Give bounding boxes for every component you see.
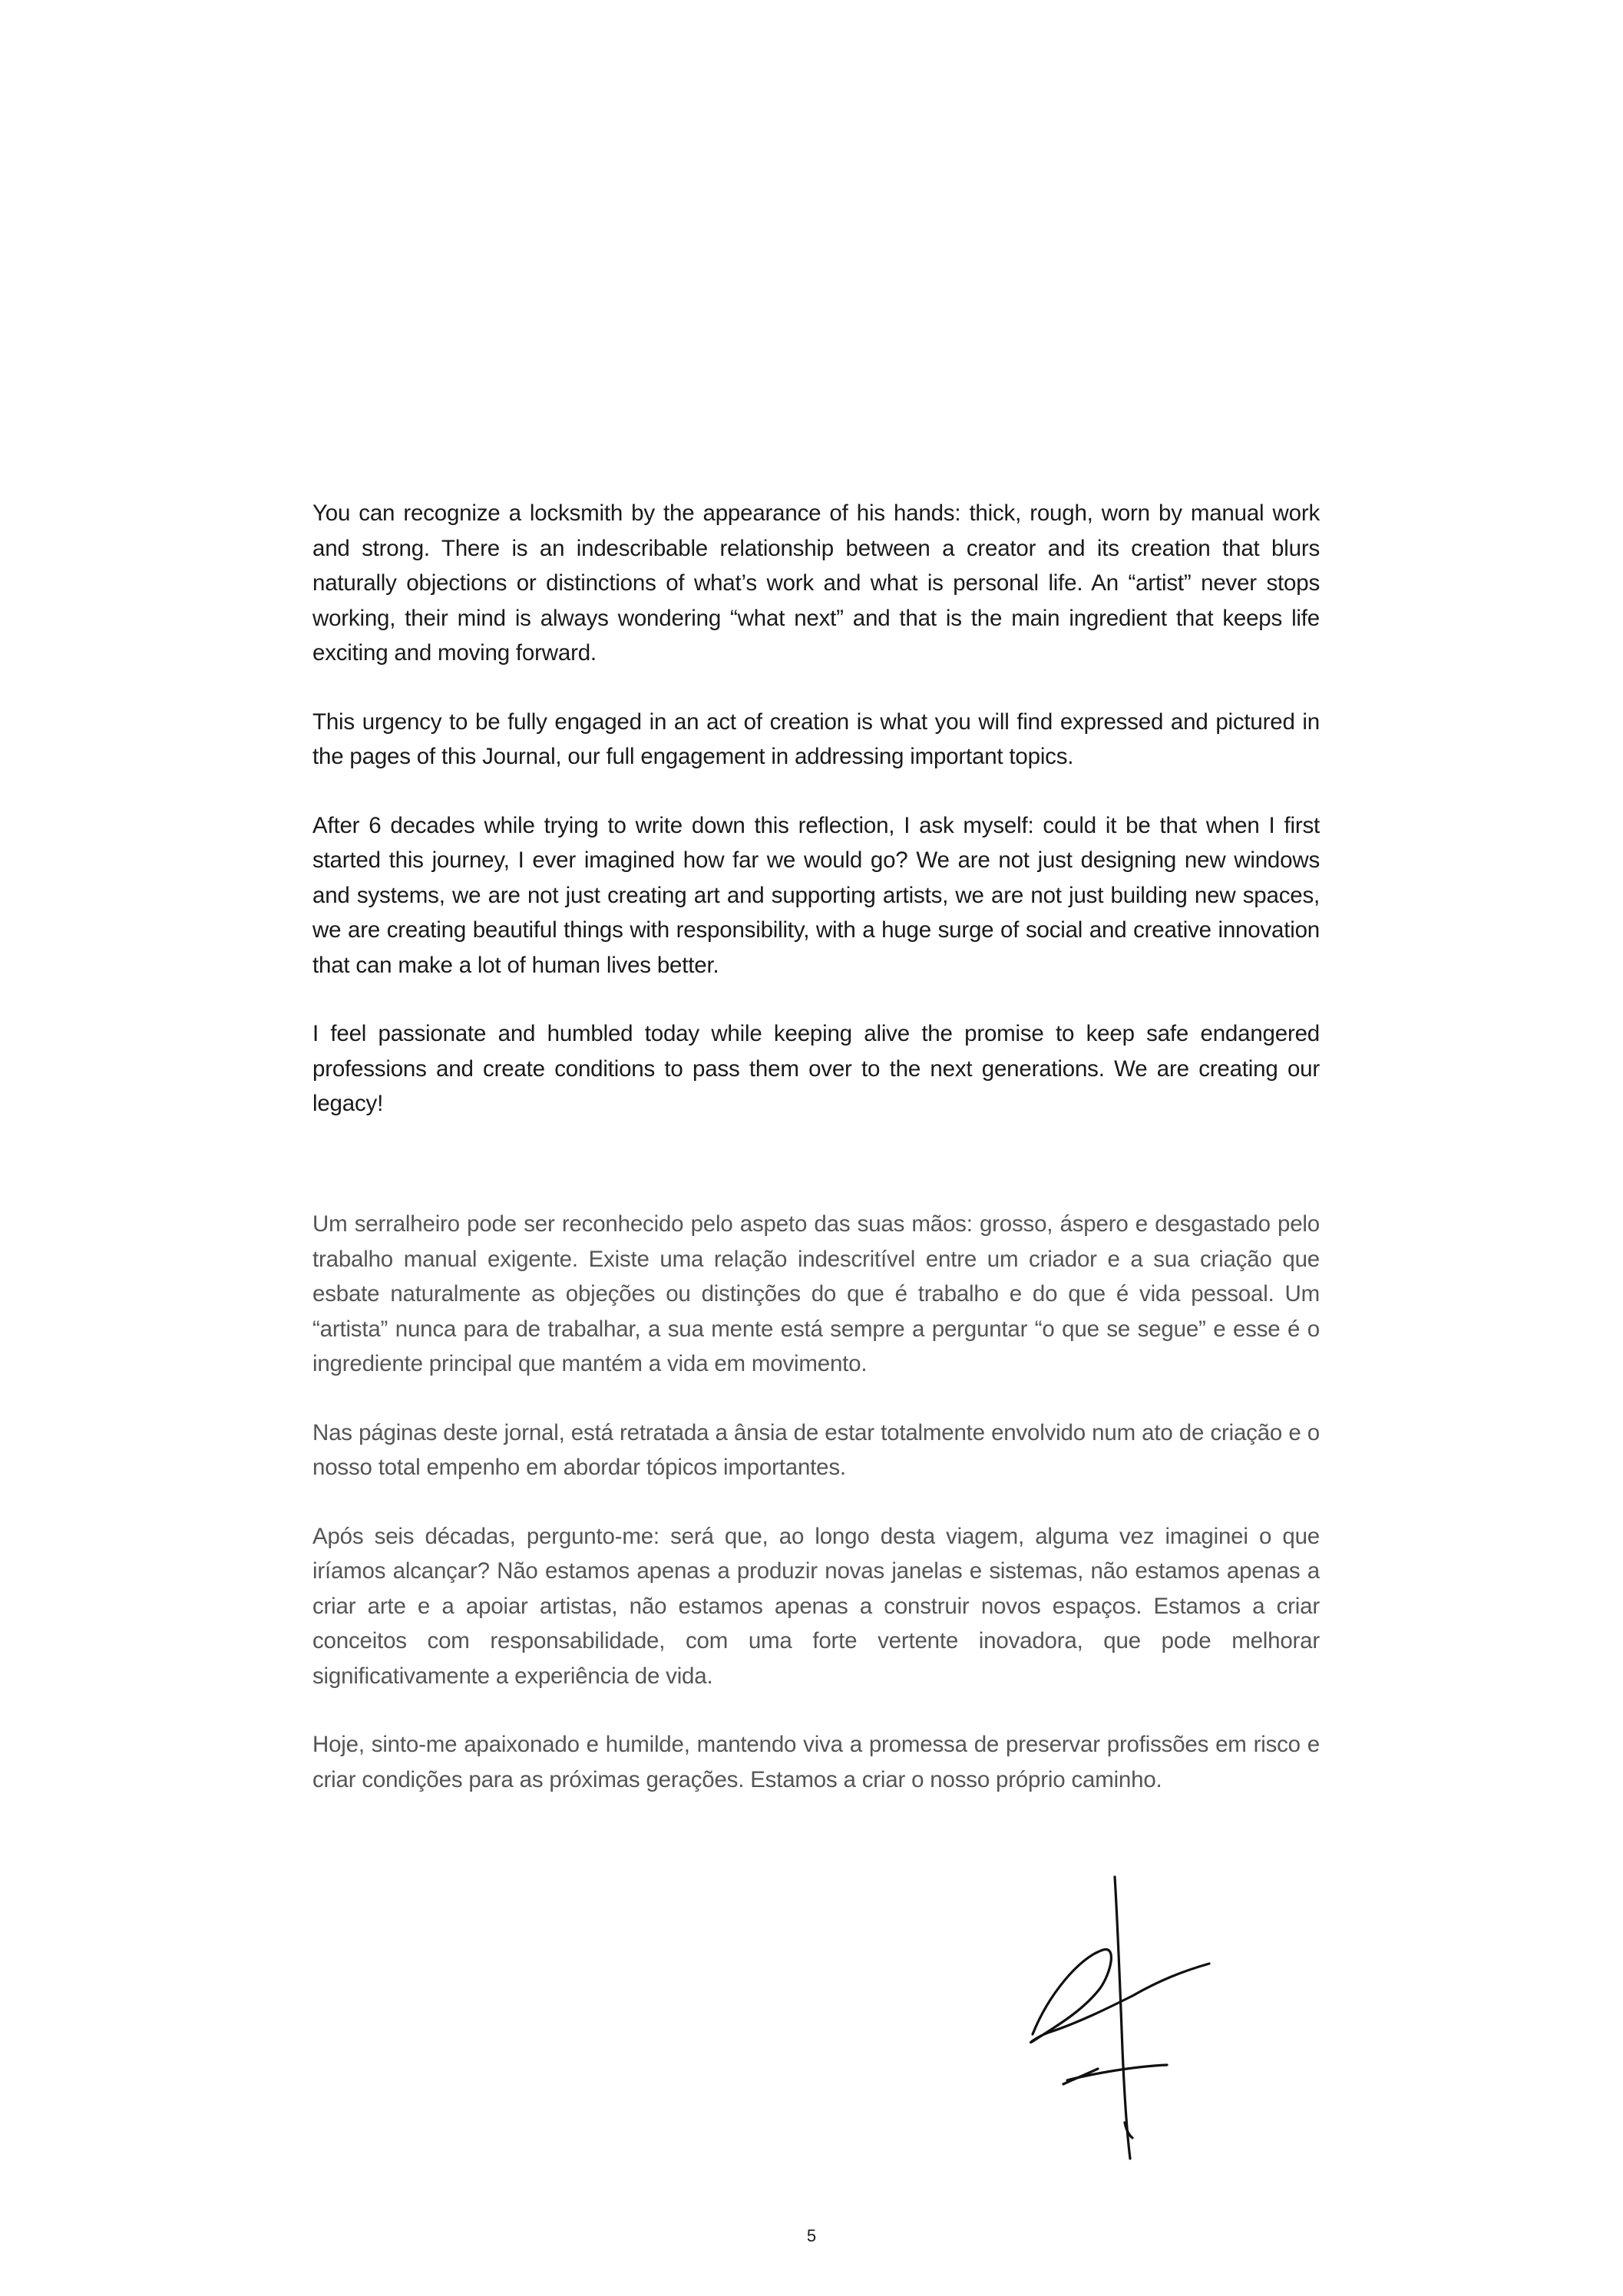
english-paragraph-4: I feel passionate and humbled today while keeping alive the promise to keep safe endangered professions and create conditions to pass them over to the next generations. We are creating our legacy! xyxy=(312,1021,1320,1116)
portuguese-paragraph-1: Um serralheiro pode ser reconhecido pelo aspeto das suas mãos: grosso, áspero e desgastado pelo trabalho manual exigente. Existe uma relação indescritível entre um criador e a sua criação que esbate naturalmente as objeções ou distinções do que é trabalho e do que é vida pessoal. Um “artista” nunca para de trabalhar, a sua mente está sempre a perguntar “o que se segue” e esse é o ingrediente principal que mantém a vida em movimento. xyxy=(312,1211,1320,1376)
page-number: 5 xyxy=(806,2226,817,2245)
signature-icon xyxy=(1017,1873,1225,2165)
english-paragraph-2: This urgency to be fully engaged in an act of creation is what you will find expressed and pictured in the pages of this Journal, our full engagement in addressing important topics. xyxy=(312,709,1320,769)
english-text-section xyxy=(312,496,1320,1122)
portuguese-paragraph-4: Hoje, sinto-me apaixonado e humilde, mantendo viva a promessa de preservar profissões em risco e criar condições para as próximas gerações. Estamos a criar o nosso próprio caminho. xyxy=(312,1732,1320,1792)
portuguese-paragraph-2: Nas páginas deste jornal, está retratada a ânsia de estar totalmente envolvido num ato de criação e o nosso total empenho em abordar tópicos importantes. xyxy=(312,1419,1320,1480)
english-paragraph-1: You can recognize a locksmith by the appearance of his hands: thick, rough, worn by manual work and strong. There is an indescribable relationship between a creator and its creation that blurs naturally objections or distinctions of what’s work and what is personal life. An “artist” never stops working, their mind is always wondering “what next” and that is the main ingredient that keeps life exciting and moving forward. xyxy=(312,500,1320,666)
english-paragraph-3: After 6 decades while trying to write down this reflection, I ask myself: could it be that when I first started this journey, I ever imagined how far we would go? We are not just designing new windows and systems, we are not just creating art and supporting artists, we are not just building new spaces, we are creating beautiful things with responsibility, with a huge surge of social and creative innovation that can make a lot of human lives better. xyxy=(312,812,1320,978)
portuguese-paragraph-3: Após seis décadas, pergunto-me: será que, ao longo desta viagem, alguma vez imaginei o que iríamos alcançar? Não estamos apenas a produzir novas janelas e sistemas, não estamos apenas a criar arte e a apoiar artistas, não estamos apenas a construir novos espaços. Estamos a criar conceitos com responsabilidade, com uma forte vertente inovadora, que pode melhorar significativamente a experiência de vida. xyxy=(312,1523,1320,1689)
portuguese-text-section xyxy=(312,1207,1320,1797)
